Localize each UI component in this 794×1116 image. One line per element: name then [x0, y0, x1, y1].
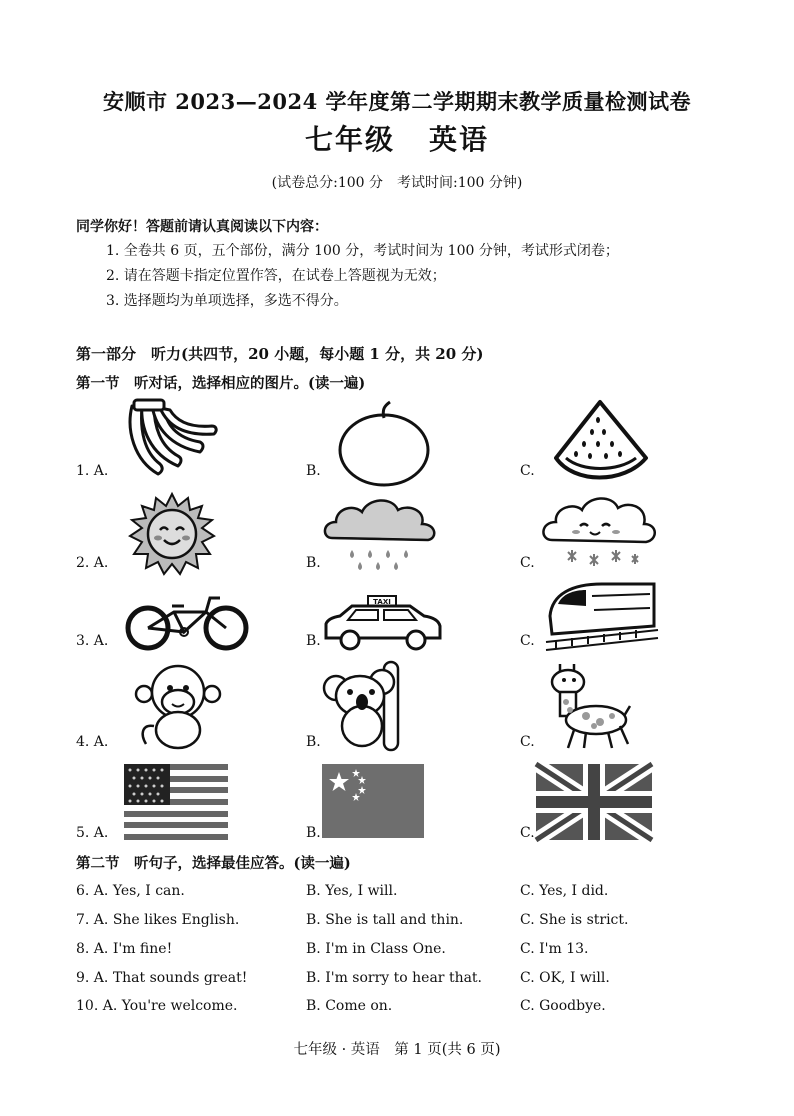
question-label: 4. A.	[76, 734, 109, 750]
notice-rule: 2. 请在答题卡指定位置作答，在试卷上答题视为无效；	[106, 268, 446, 284]
option-label: B.	[306, 825, 321, 841]
answer-option: B. Yes, I will.	[306, 883, 398, 899]
koala-icon	[322, 660, 416, 752]
answer-option: B. She is tall and thin.	[306, 912, 464, 928]
answer-option: B. Come on.	[306, 998, 393, 1014]
option-label: B.	[306, 633, 321, 649]
answer-option: 9. A. That sounds great!	[76, 970, 248, 986]
section2-title: 第二节 听句子，选择最佳应答。(读一遍)	[76, 855, 351, 872]
answer-option: B. I'm sorry to hear that.	[306, 970, 483, 986]
option-label: C.	[520, 734, 535, 750]
taxi-icon	[320, 594, 444, 652]
part1-title: 第一部分 听力(共四节，20 小题，每小题 1 分，共 20 分)	[76, 345, 484, 363]
option-label: B.	[306, 555, 321, 571]
answer-option: 7. A. She likes English.	[76, 912, 240, 928]
subject-label: 英语	[429, 123, 490, 156]
answer-option: C. OK, I will.	[520, 970, 610, 986]
train-icon	[542, 580, 660, 652]
china-flag-icon	[322, 764, 424, 838]
answer-option: C. She is strict.	[520, 912, 629, 928]
option-label: C.	[520, 633, 535, 649]
grade-subject-heading	[0, 118, 794, 158]
bicycle-icon	[124, 594, 250, 650]
notice-rule: 3. 选择题均为单项选择，多选不得分。	[106, 293, 348, 309]
option-label: C.	[520, 825, 535, 841]
answer-option: B. I'm in Class One.	[306, 941, 446, 957]
exam-info: (试卷总分:100 分 考试时间:100 分钟)	[271, 175, 523, 191]
option-label: B.	[306, 463, 321, 479]
sun-icon	[126, 492, 218, 576]
answer-option: C. I'm 13.	[520, 941, 589, 957]
notice-rule: 1. 全卷共 6 页，五个部份，满分 100 分，考试时间为 100 分钟，考试形式闭卷；	[106, 243, 619, 259]
answer-option: C. Yes, I did.	[520, 883, 609, 899]
apple-icon	[336, 400, 434, 486]
question-label: 5. A.	[76, 825, 109, 841]
giraffe-icon	[538, 660, 632, 752]
answer-option: 10. A. You're welcome.	[76, 998, 238, 1014]
watermelon-icon	[552, 400, 650, 480]
taxi-sign-text: TAXI	[373, 598, 391, 606]
answer-option: 6. A. Yes, I can.	[76, 883, 185, 899]
grade-label: 七年级	[304, 123, 395, 156]
option-label: C.	[520, 463, 535, 479]
exam-title: 安顺市 2023—2024 学年度第二学期期末教学质量检测试卷	[102, 89, 691, 114]
notice-greeting: 同学你好！答题前请认真阅读以下内容：	[76, 219, 328, 235]
snow-cloud-icon	[540, 492, 658, 572]
section1-title: 第一节 听对话，选择相应的图片。(读一遍)	[76, 375, 366, 392]
bananas-icon	[124, 400, 220, 478]
question-label: 3. A.	[76, 633, 109, 649]
answer-option: C. Goodbye.	[520, 998, 606, 1014]
uk-flag-icon	[536, 764, 652, 840]
usa-flag-icon	[124, 764, 228, 840]
option-label: B.	[306, 734, 321, 750]
question-label: 1. A.	[76, 463, 109, 479]
answer-option: 8. A. I'm fine!	[76, 941, 173, 957]
rain-cloud-icon	[322, 494, 440, 574]
option-label: C.	[520, 555, 535, 571]
page-footer: 七年级 · 英语 第 1 页(共 6 页)	[293, 1042, 501, 1058]
question-label: 2. A.	[76, 555, 109, 571]
monkey-icon	[136, 664, 220, 750]
